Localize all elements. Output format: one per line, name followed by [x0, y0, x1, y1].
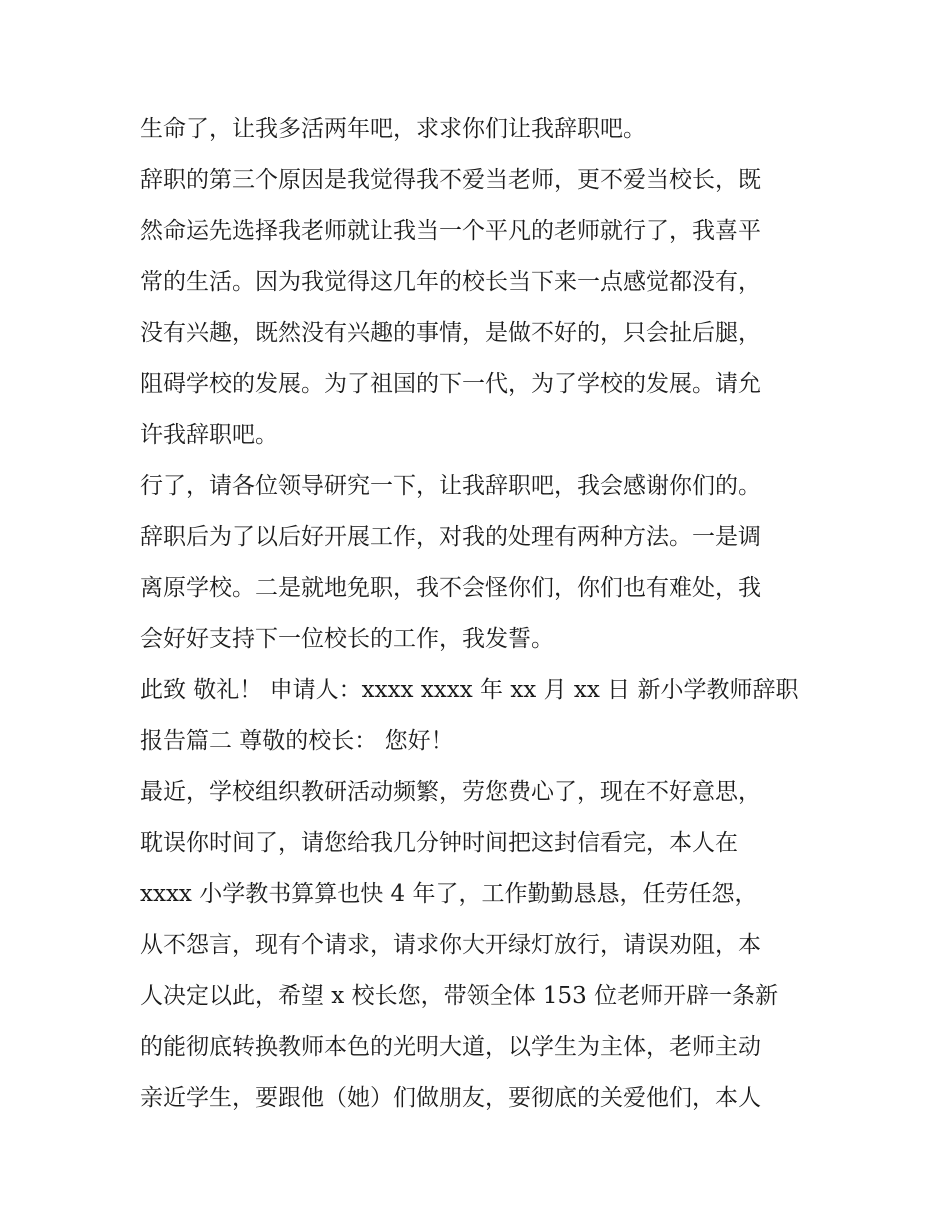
text-line: 从不怨言，现有个请求，请求你大开绿灯放行，请误劝阻，本	[140, 932, 761, 958]
text-line: xxxx 小学教书算算也快 4 年了，工作勤勤恳恳，任劳任怨，	[140, 881, 758, 907]
text-line: 亲近学生，要跟他（她）们做朋友，要彻底的关爱他们，本人	[140, 1085, 761, 1111]
text-line: 行了，请各位领导研究一下，让我辞职吧，我会感谢你们的。	[140, 473, 761, 499]
text-line: 离原学校。二是就地免职，我不会怪你们，你们也有难处，我	[140, 575, 761, 601]
text-line: 阻碍学校的发展。为了祖国的下一代，为了学校的发展。请允	[140, 371, 761, 397]
text-line: 报告篇二 尊敬的校长： 您好！	[140, 728, 454, 754]
text-line: 许我辞职吧。	[140, 422, 278, 448]
text-line: 然命运先选择我老师就让我当一个平凡的老师就行了，我喜平	[140, 218, 761, 244]
text-line: 最近，学校组织教研活动频繁，劳您费心了，现在不好意思，	[140, 779, 761, 805]
text-line: 辞职的第三个原因是我觉得我不爱当老师，更不爱当校长，既	[140, 167, 761, 193]
text-line: 生命了，让我多活两年吧，求求你们让我辞职吧。	[140, 116, 646, 142]
text-line: 的能彻底转换教师本色的光明大道，以学生为主体，老师主动	[140, 1034, 761, 1060]
text-line: 耽误你时间了，请您给我几分钟时间把这封信看完，本人在	[140, 830, 738, 856]
text-line: 常的生活。因为我觉得这几年的校长当下来一点感觉都没有，	[140, 269, 761, 295]
text-line: 没有兴趣，既然没有兴趣的事情，是做不好的，只会扯后腿，	[140, 320, 761, 346]
text-line: 辞职后为了以后好开展工作，对我的处理有两种方法。一是调	[140, 524, 761, 550]
text-line: 人决定以此，希望 x 校长您，带领全体 153 位老师开辟一条新	[140, 983, 779, 1009]
text-line: 会好好支持下一位校长的工作，我发誓。	[140, 626, 554, 652]
document-body	[140, 104, 820, 1124]
text-line: 此致 敬礼！ 申请人：xxxx xxxx 年 xx 月 xx 日 新小学教师辞职	[140, 677, 799, 703]
